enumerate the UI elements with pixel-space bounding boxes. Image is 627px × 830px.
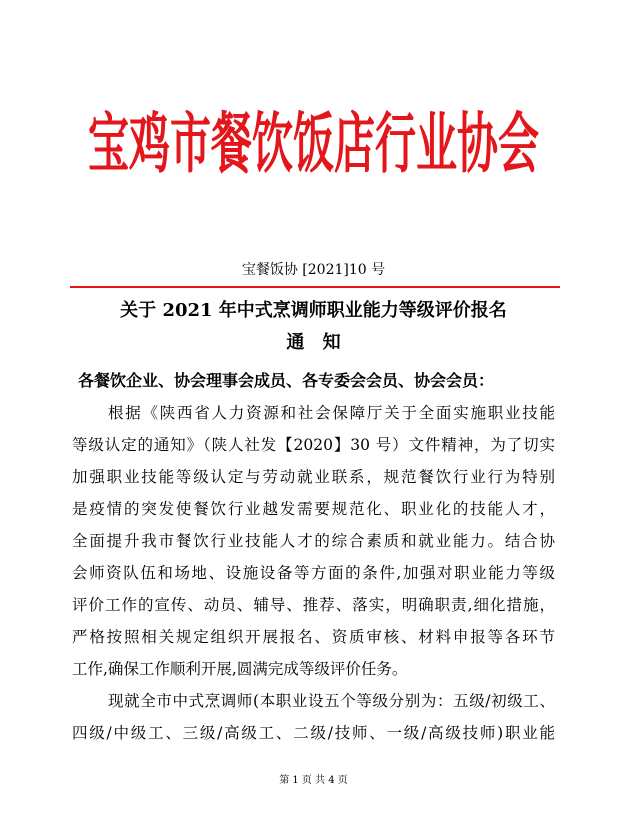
body-line: 根据《陕西省人力资源和社会保障厅关于全面实施职业技能 xyxy=(108,404,555,422)
body-line: 全面提升我市餐饮行业技能人才的综合素质和就业能力。结合协 xyxy=(72,532,555,550)
body-line: 四级/中级工、三级/高级工、二级/技师、一级/高级技师)职业能 xyxy=(72,724,555,742)
salutation: 各餐饮企业、协会理事会成员、各专委会会员、协会会员： xyxy=(78,371,495,390)
paragraph-1 xyxy=(72,397,555,685)
body-line: 会师资队伍和场地、设施设备等方面的条件,加强对职业能力等级 xyxy=(72,564,555,582)
red-divider-line xyxy=(70,286,560,288)
paragraph-2 xyxy=(72,685,555,749)
body-line: 评价工作的宣传、动员、辅导、推荐、落实，明确职责,细化措施， xyxy=(72,596,555,614)
body-line: 是疫情的突发使餐饮行业越发需要规范化、职业化的技能人才， xyxy=(72,500,555,518)
notice-subtitle: 通 知 xyxy=(286,332,341,353)
body-line: 加强职业技能等级认定与劳动就业联系，规范餐饮行业行为特别 xyxy=(72,468,555,486)
document-number: 宝餐饭协 [2021]10 号 xyxy=(241,262,386,278)
notice-title: 关于 2021 年中式烹调师职业能力等级评价报名 xyxy=(120,300,507,321)
body-line: 等级认定的通知》（陕人社发【2020】30 号）文件精神，为了切实 xyxy=(72,436,555,454)
body-line: 现就全市中式烹调师(本职业设五个等级分别为：五级/初级工、 xyxy=(108,692,555,710)
body-line: 工作,确保工作顺利开展,圆满完成等级评价任务。 xyxy=(72,660,408,678)
body-line: 严格按照相关规定组织开展报名、资质审核、材料申报等各环节 xyxy=(72,628,555,646)
org-name-heading: 宝鸡市餐饮饭店行业协会 xyxy=(88,105,539,183)
body-text xyxy=(72,397,555,749)
page-footer: 第 1 页 共 4 页 xyxy=(279,775,348,786)
